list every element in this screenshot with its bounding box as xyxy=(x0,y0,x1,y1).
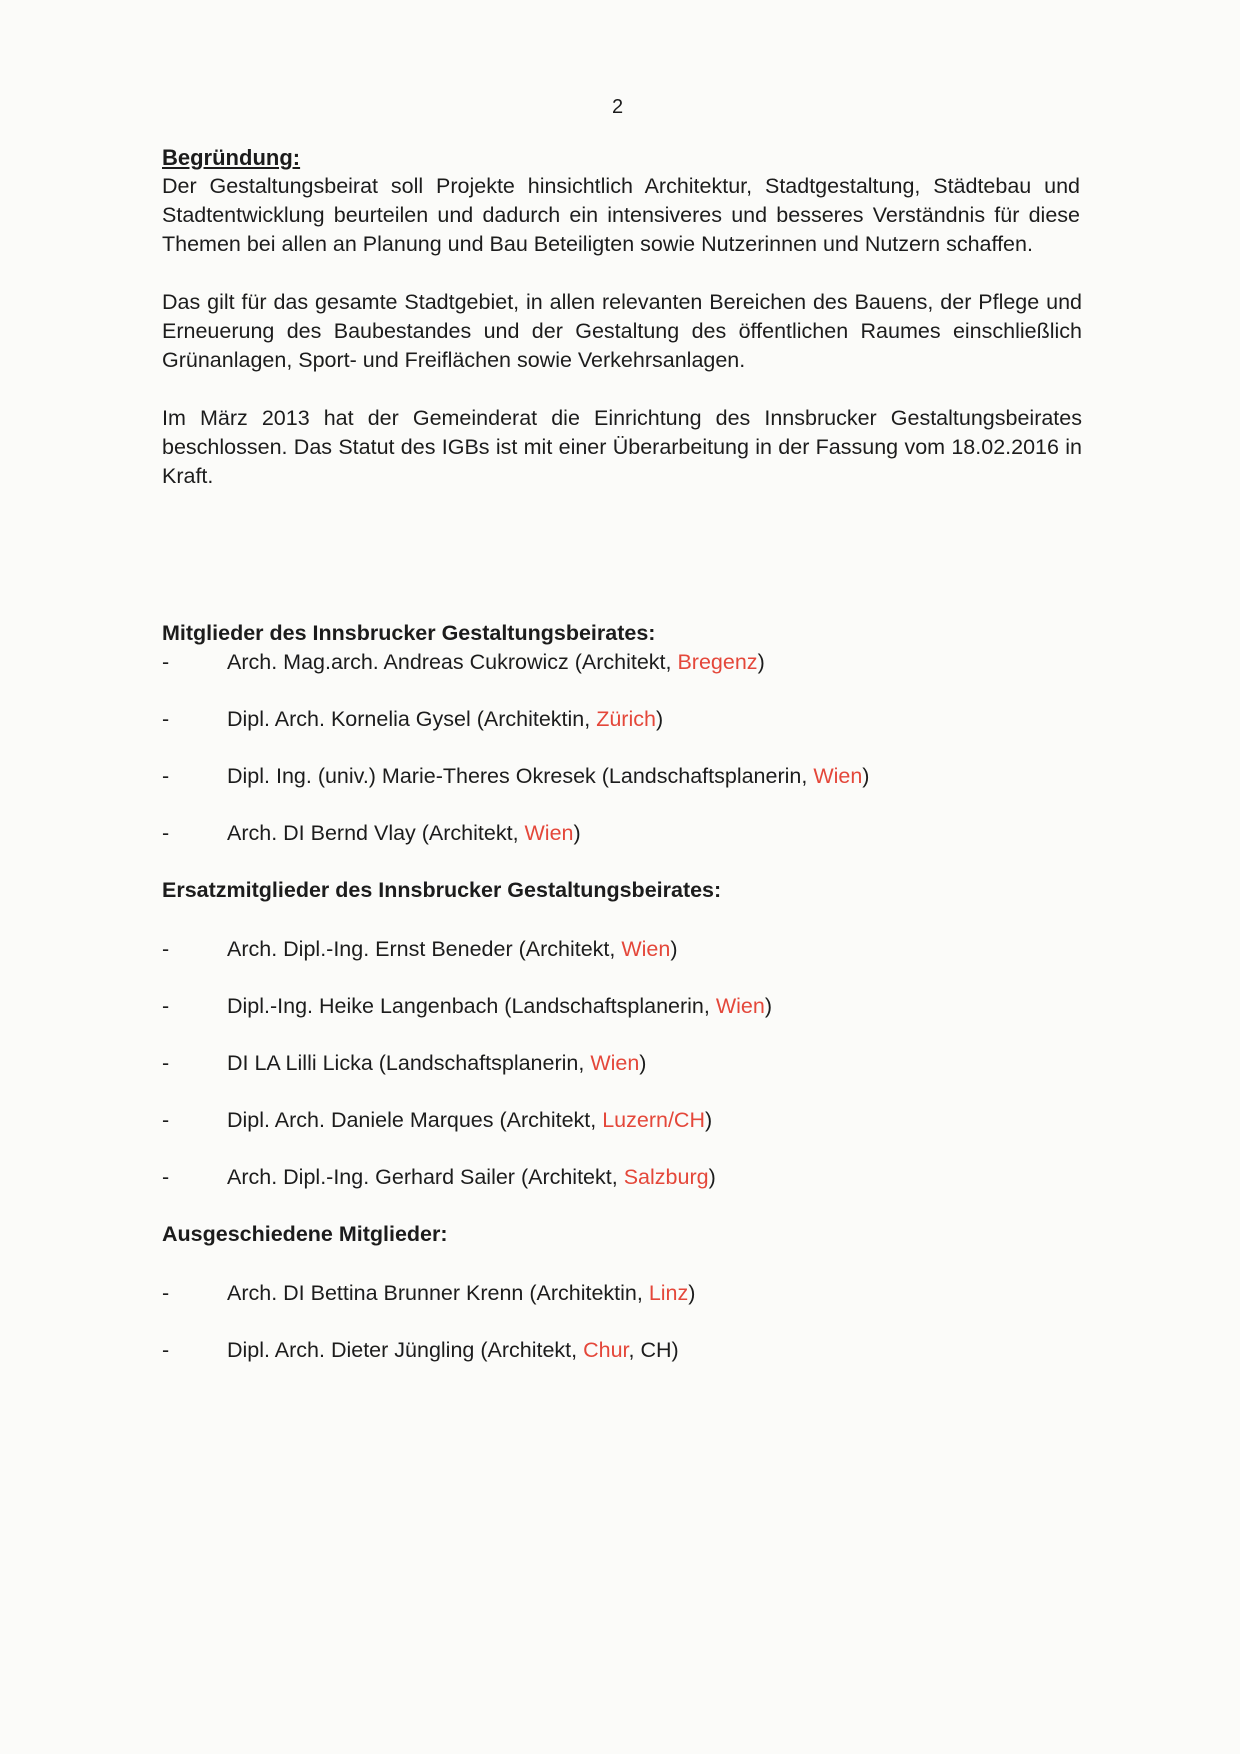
list-dash: - xyxy=(162,821,170,845)
member-name: Dipl.-Ing. Heike Langenbach (Landschaftsplanerin, xyxy=(227,994,716,1018)
former-members-title: Ausgeschiedene Mitglieder: xyxy=(162,1222,448,1246)
member-suffix: ) xyxy=(708,1165,716,1189)
member-suffix: ) xyxy=(670,937,678,961)
member-name: Dipl. Arch. Dieter Jüngling (Architekt, xyxy=(227,1338,584,1362)
member-name: Dipl. Arch. Daniele Marques (Architekt, xyxy=(227,1108,603,1132)
substitute-members-list xyxy=(162,935,1082,1192)
list-dash: - xyxy=(162,764,170,788)
list-dash: - xyxy=(162,1108,170,1132)
member-city: Salzburg xyxy=(623,1165,709,1189)
member-name: Dipl. Ing. (univ.) Marie-Theres Okresek (Landschaftsplanerin, xyxy=(227,764,814,788)
member-item xyxy=(162,762,1082,791)
member-city: Luzern/CH xyxy=(602,1108,705,1132)
substitute-members-title: Ersatzmitglieder des Innsbrucker Gestaltungsbeirates: xyxy=(162,878,722,902)
justification-paragraph-3: Im März 2013 hat der Gemeinderat die Einrichtung des Innsbrucker Gestaltungsbeirates beschlossen. Das Statut des IGBs ist mit einer Überarbeitung in der Fassung vom 18.02.2016 in Kraft. xyxy=(162,406,1082,488)
list-dash: - xyxy=(162,937,170,961)
members-list xyxy=(162,648,1082,848)
member-name: Dipl. Arch. Kornelia Gysel (Architektin, xyxy=(227,707,597,731)
member-city: Wien xyxy=(813,764,863,788)
member-city: Chur xyxy=(583,1338,629,1362)
member-city: Linz xyxy=(648,1281,689,1305)
list-dash: - xyxy=(162,994,170,1018)
member-item xyxy=(162,1279,1082,1308)
member-city: Bregenz xyxy=(677,650,758,674)
document-body xyxy=(162,143,1082,1365)
member-suffix: ) xyxy=(704,1108,713,1132)
member-item xyxy=(162,819,1082,848)
member-name: Arch. Dipl.-Ing. Gerhard Sailer (Architekt, xyxy=(227,1165,624,1189)
justification-paragraph-2: Das gilt für das gesamte Stadtgebiet, in allen relevanten Bereichen des Bauens, der Pflege und Erneuerung des Baubestandes und der Gestaltung des öffentlichen Raumes einschließlich Grünanlagen, Sport- und Freiflächen sowie Verkehrsanlagen. xyxy=(162,290,1082,372)
member-name: Arch. Dipl.-Ing. Ernst Beneder (Architekt, xyxy=(227,937,622,961)
former-members-list xyxy=(162,1279,1082,1365)
member-suffix: ) xyxy=(862,764,870,788)
member-city: Wien xyxy=(590,1051,640,1075)
member-city: Wien xyxy=(524,821,574,845)
member-name: Arch. DI Bernd Vlay (Architekt, xyxy=(227,821,525,845)
member-item xyxy=(162,1049,1082,1078)
member-name: Arch. DI Bettina Brunner Krenn (Architektin, xyxy=(227,1281,649,1305)
member-suffix: ) xyxy=(573,821,581,845)
member-item xyxy=(162,648,1082,677)
member-item xyxy=(162,1106,1082,1135)
justification-paragraph-1: Der Gestaltungsbeirat soll Projekte hinsichtlich Architektur, Stadtgestaltung, Städtebau und Stadtentwicklung beurteilen und dadurch ein intensiveres und besseres Verständnis für diese Themen bei allen an Planung und Bau Beteiligten sowie Nutzerinnen und Nutzern schaffen. xyxy=(162,174,1080,256)
list-dash: - xyxy=(162,1165,170,1189)
justification-heading: Begründung: xyxy=(162,145,301,170)
member-suffix: ) xyxy=(757,650,765,674)
member-name: Arch. Mag.arch. Andreas Cukrowicz (Architekt, xyxy=(227,650,678,674)
member-suffix: ) xyxy=(639,1051,647,1075)
member-item xyxy=(162,705,1082,734)
member-suffix: ) xyxy=(764,994,772,1018)
list-dash: - xyxy=(162,707,170,731)
member-item xyxy=(162,1163,1082,1192)
member-item xyxy=(162,1336,1082,1365)
member-item xyxy=(162,935,1082,964)
page-number: 2 xyxy=(612,96,624,118)
member-city: Zürich xyxy=(596,707,656,731)
member-name: DI LA Lilli Licka (Landschaftsplanerin, xyxy=(227,1051,591,1075)
list-dash: - xyxy=(162,650,170,674)
member-suffix: ) xyxy=(688,1281,696,1305)
member-city: Wien xyxy=(715,994,765,1018)
list-dash: - xyxy=(162,1338,170,1362)
list-dash: - xyxy=(162,1051,170,1075)
list-dash: - xyxy=(162,1281,170,1305)
member-item xyxy=(162,992,1082,1021)
member-suffix: , CH) xyxy=(628,1338,679,1362)
member-city: Wien xyxy=(621,937,671,961)
member-suffix: ) xyxy=(655,707,664,731)
members-title: Mitglieder des Innsbrucker Gestaltungsbeirates: xyxy=(162,621,656,645)
